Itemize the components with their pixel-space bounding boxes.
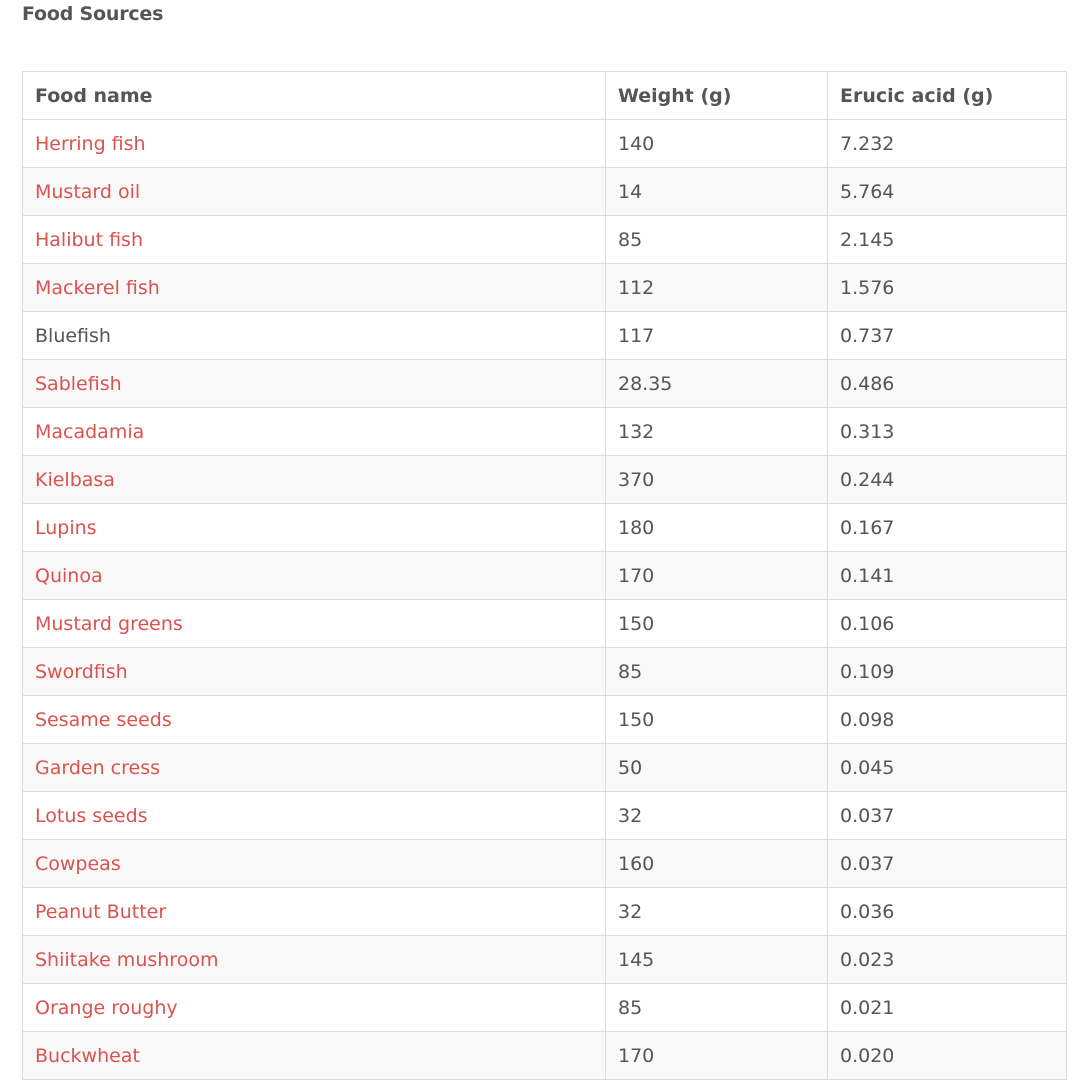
food-name-link[interactable]: Sesame seeds: [35, 708, 172, 731]
weight-cell: 28.35: [606, 360, 828, 408]
food-name-cell: [23, 264, 606, 312]
food-name-link[interactable]: Buckwheat: [35, 1044, 140, 1067]
table-row: [23, 696, 1067, 744]
food-name-link[interactable]: Shiitake mushroom: [35, 948, 219, 971]
food-name-link[interactable]: Herring fish: [35, 132, 146, 155]
erucic-acid-cell: 0.109: [828, 648, 1067, 696]
weight-cell: 32: [606, 792, 828, 840]
weight-cell: 85: [606, 216, 828, 264]
table-row: [23, 984, 1067, 1032]
table-row: [23, 504, 1067, 552]
food-name-link[interactable]: Mackerel fish: [35, 276, 160, 299]
table-row: [23, 168, 1067, 216]
erucic-acid-cell: 0.037: [828, 840, 1067, 888]
weight-cell: 32: [606, 888, 828, 936]
food-name-cell: [23, 744, 606, 792]
weight-cell: 180: [606, 504, 828, 552]
header-weight: Weight (g): [606, 72, 828, 120]
food-name-cell: [23, 1032, 606, 1080]
table-row: [23, 312, 1067, 360]
erucic-acid-cell: 0.737: [828, 312, 1067, 360]
food-name-cell: [23, 648, 606, 696]
food-name-cell: [23, 840, 606, 888]
food-name-cell: [23, 456, 606, 504]
table-row: [23, 456, 1067, 504]
food-name-link[interactable]: Lupins: [35, 516, 97, 539]
weight-cell: 150: [606, 600, 828, 648]
header-erucic-acid: Erucic acid (g): [828, 72, 1067, 120]
erucic-acid-cell: 5.764: [828, 168, 1067, 216]
food-name-link[interactable]: Quinoa: [35, 564, 103, 587]
table-row: [23, 840, 1067, 888]
weight-cell: 117: [606, 312, 828, 360]
erucic-acid-cell: 0.167: [828, 504, 1067, 552]
weight-cell: 50: [606, 744, 828, 792]
food-name-link[interactable]: Mustard oil: [35, 180, 141, 203]
food-name-link[interactable]: Kielbasa: [35, 468, 115, 491]
section-title: Food Sources: [22, 3, 164, 25]
erucic-acid-cell: 1.576: [828, 264, 1067, 312]
food-name-link[interactable]: Swordfish: [35, 660, 128, 683]
weight-cell: 370: [606, 456, 828, 504]
food-name-cell: [23, 408, 606, 456]
food-name-cell: [23, 600, 606, 648]
food-name-cell: [23, 504, 606, 552]
erucic-acid-cell: 0.141: [828, 552, 1067, 600]
erucic-acid-cell: 0.021: [828, 984, 1067, 1032]
food-name-link[interactable]: Halibut fish: [35, 228, 143, 251]
table-row: [23, 216, 1067, 264]
food-sources-table: [22, 71, 1067, 1080]
table-row: [23, 936, 1067, 984]
weight-cell: 170: [606, 552, 828, 600]
header-food-name: Food name: [23, 72, 606, 120]
table-row: [23, 408, 1067, 456]
erucic-acid-cell: 0.020: [828, 1032, 1067, 1080]
food-name-cell: [23, 936, 606, 984]
food-name-cell: [23, 312, 606, 360]
table-row: [23, 792, 1067, 840]
weight-cell: 112: [606, 264, 828, 312]
weight-cell: 150: [606, 696, 828, 744]
food-name-link[interactable]: Cowpeas: [35, 852, 121, 875]
table-row: [23, 264, 1067, 312]
erucic-acid-cell: 0.244: [828, 456, 1067, 504]
food-name-link[interactable]: Mustard greens: [35, 612, 183, 635]
food-name-link[interactable]: Macadamia: [35, 420, 145, 443]
erucic-acid-cell: 0.037: [828, 792, 1067, 840]
table-row: [23, 744, 1067, 792]
weight-cell: 14: [606, 168, 828, 216]
food-name-link[interactable]: Peanut Butter: [35, 900, 167, 923]
food-name-cell: [23, 888, 606, 936]
food-name-cell: [23, 120, 606, 168]
food-name-link[interactable]: Lotus seeds: [35, 804, 148, 827]
food-name-cell: [23, 696, 606, 744]
table-row: [23, 552, 1067, 600]
food-name-cell: [23, 360, 606, 408]
weight-cell: 140: [606, 120, 828, 168]
weight-cell: 160: [606, 840, 828, 888]
erucic-acid-cell: 7.232: [828, 120, 1067, 168]
food-name-cell: [23, 168, 606, 216]
food-name-link[interactable]: Garden cress: [35, 756, 161, 779]
erucic-acid-cell: 0.486: [828, 360, 1067, 408]
table-row: [23, 360, 1067, 408]
food-name-link[interactable]: Sablefish: [35, 372, 122, 395]
table-row: [23, 888, 1067, 936]
erucic-acid-cell: 0.313: [828, 408, 1067, 456]
table-body: [23, 120, 1067, 1080]
food-name-cell: [23, 792, 606, 840]
food-name-cell: [23, 984, 606, 1032]
food-name-cell: [23, 552, 606, 600]
erucic-acid-cell: 0.045: [828, 744, 1067, 792]
erucic-acid-cell: 0.036: [828, 888, 1067, 936]
table-row: [23, 648, 1067, 696]
food-name-text: Bluefish: [35, 324, 111, 347]
weight-cell: 85: [606, 984, 828, 1032]
weight-cell: 170: [606, 1032, 828, 1080]
table-header-row: [23, 72, 1067, 120]
erucic-acid-cell: 0.098: [828, 696, 1067, 744]
table-row: [23, 1032, 1067, 1080]
table-row: [23, 600, 1067, 648]
erucic-acid-cell: 0.023: [828, 936, 1067, 984]
table-row: [23, 120, 1067, 168]
food-name-cell: [23, 216, 606, 264]
erucic-acid-cell: 0.106: [828, 600, 1067, 648]
food-name-link[interactable]: Orange roughy: [35, 996, 178, 1019]
weight-cell: 85: [606, 648, 828, 696]
weight-cell: 132: [606, 408, 828, 456]
erucic-acid-cell: 2.145: [828, 216, 1067, 264]
weight-cell: 145: [606, 936, 828, 984]
